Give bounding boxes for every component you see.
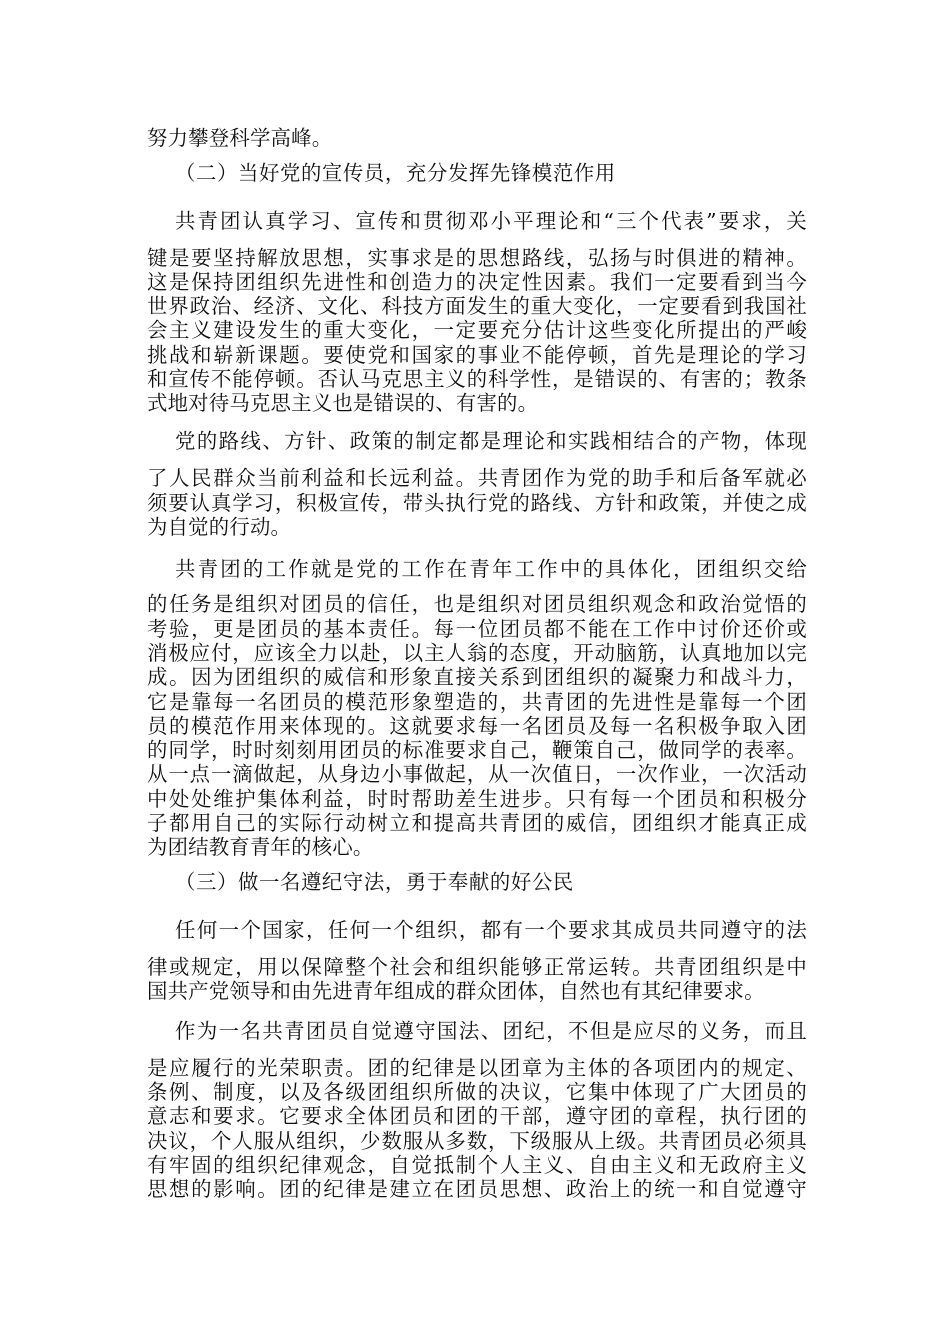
paragraph-first-line: 共青团的工作就是党的工作在青年工作中的具体化，团组织交给 [175,557,807,581]
text-line: 须要认真学习，积极宣传，带头执行党的路线、方针和政策，并使之成 [147,491,807,515]
text-line: 键是要坚持解放思想，实事求是的思想路线，弘扬与时俱进的精神。 [147,246,807,270]
text-line: 是应履行的光荣职责。团的纪律是以团章为主体的各项团内的规定、 [147,1056,807,1080]
text-line: 世界政治、经济、文化、科技方面发生的重大变化，一定要看到我国社 [147,294,807,318]
text-line: 这是保持团组织先进性和创造力的决定性因素。我们一定要看到当今 [147,270,807,294]
paragraph-first-line: 党的路线、方针、政策的制定都是理论和实践相结合的产物，体现 [175,429,807,453]
text-line: 决议，个人服从组织，少数服从多数，下级服从上级。共青团员必须具 [147,1129,807,1153]
text-line: 消极应付，应该全力以赴，以主人翁的态度，开动脑筋，认真地加以完 [147,641,807,665]
text-line: 的任务是组织对团员的信任，也是组织对团员组织观念和政治觉悟的 [147,592,807,616]
text-line: 律或规定，用以保障整个社会和组织能够正常运转。共青团组织是中 [147,955,807,979]
text-line: 意志和要求。它要求全体团员和团的干部，遵守团的章程，执行团的 [147,1104,807,1128]
text-line: 努力攀登科学高峰。 [147,126,333,150]
text-line: 的同学，时时刻刻用团员的标准要求自己，鞭策自己，做同学的表率。 [147,738,807,762]
text-line: 条例、制度，以及各级团组织所做的决议，它集中体现了广大团员的 [147,1080,807,1104]
paragraph-first-line: 任何一个国家，任何一个组织，都有一个要求其成员共同遵守的法 [175,918,807,942]
paragraph-last-line: 国共产党领导和由先进青年组成的群众团体，自然也有其纪律要求。 [147,979,765,1003]
text-line: 中处处维护集体利益，时时帮助差生进步。只有每一个团员和积极分 [147,787,807,811]
text-line: 从一点一滴做起，从身边小事做起，从一次值日，一次作业，一次活动 [147,762,807,786]
text-line: 子都用自己的实际行动树立和提高共青团的威信，团组织才能真正成 [147,811,807,835]
text-line: 考验，更是团员的基本责任。每一位团员都不能在工作中讨价还价或 [147,617,807,641]
text-line: 成。因为团组织的威信和形象直接关系到团组织的凝聚力和战斗力， [147,665,807,689]
paragraph-last-line: 为自觉的行动。 [147,515,292,539]
text-line: 思想的影响。团的纪律是建立在团员思想、政治上的统一和自觉遵守 [147,1177,807,1201]
paragraph-first-line: 作为一名共青团员自觉遵守国法、团纪，不但是应尽的义务，而且 [175,1019,807,1043]
paragraph-first-line: 共青团认真学习、宣传和贯彻邓小平理论和“三个代表”要求，关 [175,209,807,233]
text-line: 会主义建设发生的重大变化，一定要充分估计这些变化所提出的严峻 [147,318,807,342]
text-line: 挑战和崭新课题。要使党和国家的事业不能停顿，首先是理论的学习 [147,343,807,367]
paragraph-last-line: 为团结教育青年的核心。 [147,835,374,859]
text-line: 它是靠每一名团员的模范形象塑造的，共青团的先进性是靠每一个团 [147,690,807,714]
section-heading-2: （二）当好党的宣传员，充分发挥先锋模范作用 [175,161,616,185]
text-line: 和宣传不能停顿。否认马克思主义的科学性，是错误的、有害的；教条 [147,367,807,391]
text-line: 有牢固的组织纪律观念，自觉抵制个人主义、自由主义和无政府主义 [147,1153,807,1177]
paragraph-last-line: 式地对待马克思主义也是错误的、有害的。 [147,391,539,415]
text-line: 员的模范作用来体现的。这就要求每一名团员及每一名积极争取入团 [147,714,807,738]
text-line: 了人民群众当前利益和长远利益。共青团作为党的助手和后备军就必 [147,466,807,490]
section-heading-3: （三）做一名遵纪守法，勇于奉献的好公民 [175,870,574,894]
